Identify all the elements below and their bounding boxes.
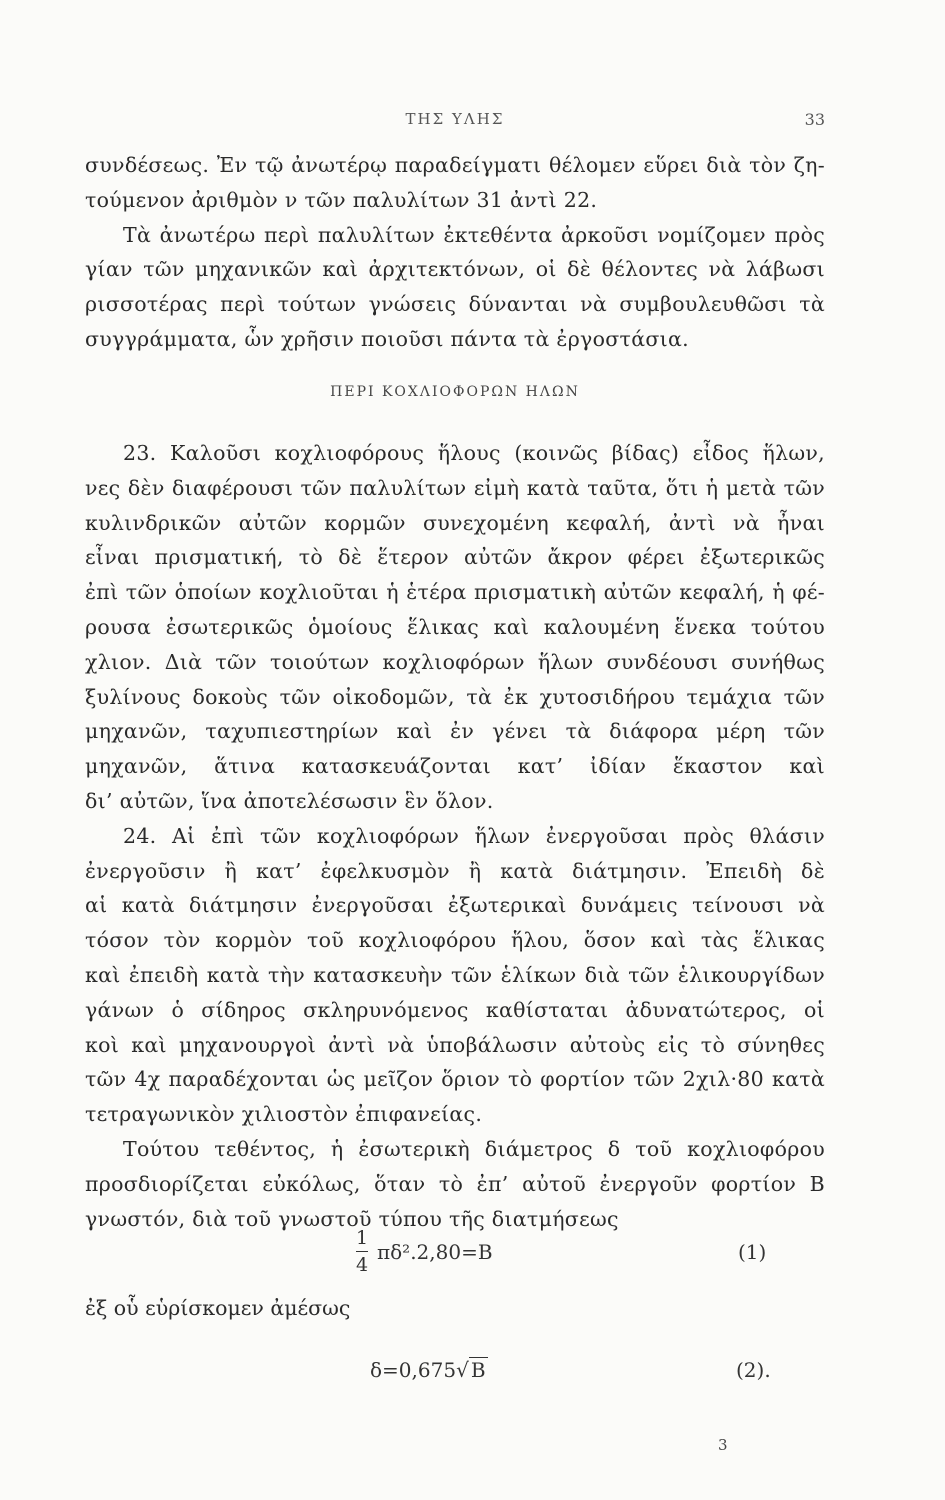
text-line: 24. Αἱ ἐπὶ τῶν κοχλιοφόρων ἥλων ἐνεργοῦσαι πρὸς θλάσιν: [123, 823, 825, 848]
text-line: τόσον τὸν κορμὸν τοῦ κοχλιοφόρου ἥλου, ὅσον καὶ τὰς ἕλικας: [85, 928, 825, 953]
text-line: γίαν τῶν μηχανικῶν καὶ ἀρχιτεκτόνων, οἱ δὲ θέλοντες νὰ λάβωσι: [85, 257, 825, 282]
fraction: [355, 1225, 369, 1278]
text-line: τούμενον ἀριθμὸν ν τῶν παλυλίτων 31 ἀντὶ 22.: [85, 187, 598, 212]
text-line: νες δὲν διαφέρουσι τῶν παλυλίτων εἰμὴ κατὰ ταῦτα, ὅτι ἡ μετὰ τῶν: [85, 475, 825, 500]
text-line: συνδέσεως. Ἐν τῷ ἀνωτέρῳ παραδείγματι θέλομεν εὕρει διὰ τὸν ζη-: [85, 153, 825, 177]
formula-expression: πδ².2,80=Β: [377, 1240, 493, 1264]
text-line: αἱ κατὰ διάτμησιν ἐνεργοῦσαι ἐξωτερικαὶ δυνάμεις τείνουσι νὰ: [85, 893, 825, 918]
text-line: χλιον. Διὰ τῶν τοιούτων κοχλιοφόρων ἥλων συνδέουσι συνήθως: [85, 649, 825, 674]
text-line: δι’ αὐτῶν, ἵνα ἀποτελέσωσιν ἓν ὅλον.: [85, 788, 494, 813]
formula-diameter: [370, 1358, 488, 1382]
page-number: 33: [804, 110, 825, 129]
section-heading: ΠΕΡΙ ΚΟΧΛΙΟΦΟΡΩΝ ΗΛΩΝ: [330, 384, 580, 400]
text-line: κυλινδρικῶν αὐτῶν κορμῶν συνεχομένη κεφαλή, ἀντὶ νὰ ἦναι: [85, 510, 825, 535]
running-title: ΤΗΣ ΥΛΗΣ: [405, 110, 505, 128]
text-line: κοὶ καὶ μηχανουργοὶ ἀντὶ νὰ ὑποβάλωσιν αὐτοὺς εἰς τὸ σύνηθες: [85, 1032, 825, 1057]
signature-mark: 3: [718, 1436, 728, 1454]
text-block-main: [85, 436, 825, 1236]
text-line: γνωστόν, διὰ τοῦ γνωστοῦ τύπου τῆς διατμήσεως: [85, 1206, 619, 1231]
text-line: εἶναι πρισματική, τὸ δὲ ἕτερον αὐτῶν ἄκρον φέρει ἐξωτερικῶς: [85, 545, 825, 570]
formula-lhs: δ=0,675: [370, 1358, 457, 1382]
page-header: [85, 110, 825, 140]
text-line: μηχανῶν, ταχυπιεστηρίων καὶ ἐν γένει τὰ διάφορα μέρη τῶν: [85, 719, 825, 744]
text-line: τῶν 4χ παραδέχονται ὡς μεῖζον ὅριον τὸ φορτίον τῶν 2χιλ·80 κατὰ: [85, 1067, 825, 1092]
equation-number-1: (1): [738, 1240, 767, 1264]
text-line: καὶ ἐπειδὴ κατὰ τὴν κατασκευὴν τῶν ἑλίκων διὰ τῶν ἑλικουργίδων: [85, 962, 825, 987]
text-line: ἐξ οὗ εὑρίσκομεν ἀμέσως: [85, 1296, 351, 1320]
text-line: γάνων ὁ σίδηρος σκληρυνόμενος καθίσταται ἀδυνατώτερος, οἱ: [85, 997, 825, 1022]
text-line: ἐνεργοῦσιν ἢ κατ’ ἐφελκυσμὸν ἢ κατὰ διάτμησιν. Ἐπειδὴ δὲ: [85, 858, 825, 883]
text-line: προσδιορίζεται εὐκόλως, ὅταν τὸ ἐπ’ αὐτοῦ ἐνεργοῦν φορτίον Β: [85, 1171, 825, 1196]
fraction-numerator: 1: [355, 1227, 369, 1249]
text-block-top: [85, 148, 825, 357]
fraction-denominator: 4: [355, 1254, 369, 1276]
text-line: μηχανῶν, ἅτινα κατασκευάζονται κατ’ ἰδίαν ἕκαστον καὶ: [85, 754, 825, 779]
text-line: ρισσοτέρας περὶ τούτων γνώσεις δύνανται νὰ συμβουλευθῶσι τὰ: [85, 292, 825, 317]
text-line: ρουσα ἐσωτερικῶς ὁμοίους ἕλικας καὶ καλουμένη ἕνεκα τούτου: [85, 614, 825, 639]
text-line: συγγράμματα, ὧν χρῆσιν ποιοῦσι πάντα τὰ ἐργοστάσια.: [85, 326, 689, 351]
text-line: ἐπὶ τῶν ὁποίων κοχλιοῦται ἡ ἑτέρα πρισματικὴ αὐτῶν κεφαλή, ἡ φέ-: [85, 580, 825, 605]
text-line: τετραγωνικὸν χιλιοστὸν ἐπιφανείας.: [85, 1102, 483, 1127]
text-line: Τὰ ἀνωτέρω περὶ παλυλίτων ἐκτεθέντα ἀρκοῦσι νομίζομεν πρὸς: [123, 222, 825, 247]
text-line: Τούτου τεθέντος, ἡ ἐσωτερικὴ διάμετρος δ τοῦ κοχλιοφόρου: [123, 1136, 825, 1161]
text-line: ξυλίνους δοκοὺς τῶν οἰκοδομῶν, τὰ ἐκ χυτοσιδήρου τεμάχια τῶν: [85, 684, 825, 709]
square-root: √ Β: [456, 1358, 486, 1382]
equation-number-2: (2).: [736, 1358, 771, 1382]
radicand: Β: [470, 1358, 486, 1382]
text-line: 23. Καλοῦσι κοχλιοφόρους ἥλους (κοινῶς βίδας) εἶδος ἥλων,: [123, 441, 825, 465]
